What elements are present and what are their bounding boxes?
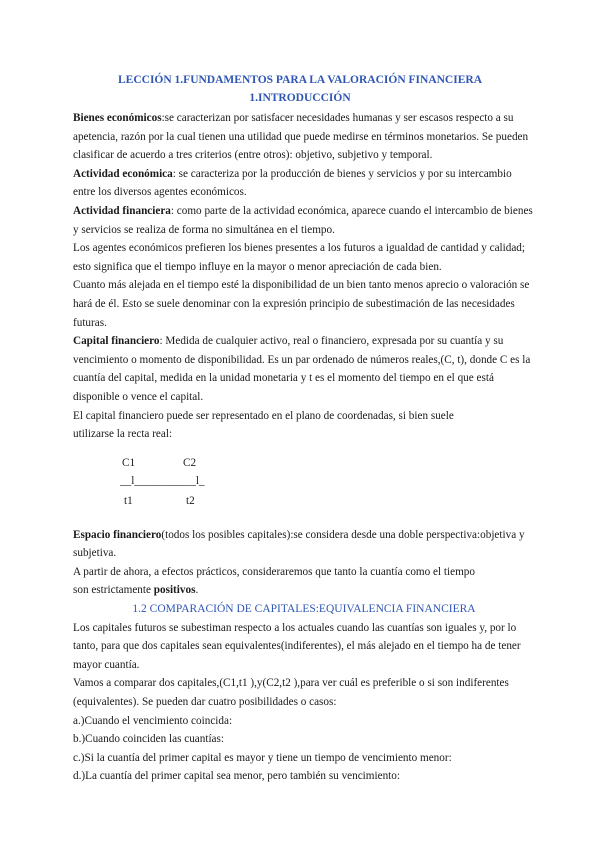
capital-timeline-diagram (73, 444, 535, 526)
term-espacio-financiero: Espacio financiero (73, 528, 162, 541)
paragraph-plano-2: utilizarse la recta real: (73, 428, 173, 441)
case-b: b.)Cuando coinciden las cuantías: (73, 733, 224, 746)
text-capital-financiero: : Medida de cualquier activo, real o financiero, expresada por su cuantía y su vencimiento o momento de disponibilidad. Es un par ordenado de números reales,(C, t), donde C es la cuantía del capital, medida en la unidad monetaria y t es el momento del tiempo en el que está disponible o vence el capital. (73, 335, 531, 403)
paragraph-plano-1: El capital financiero puede ser representado en el plano de coordenadas, si bien suele (73, 409, 454, 422)
paragraph-vamos: Vamos a comparar dos capitales,(C1,t1 ),y(C2,t2 ),para ver cuál es preferible o si son indiferentes (equivalentes). Se pueden dar cuatro posibilidades o casos: (73, 677, 509, 709)
case-a: a.)Cuando el vencimiento coincida: (73, 714, 233, 727)
text-actividad-financiera: : como parte de la actividad económica, aparece cuando el intercambio de bienes y servicios se realiza de forma no simultánea en el tiempo. (73, 204, 533, 236)
text-partir-end: . (195, 584, 199, 597)
paragraph-partir-2 (73, 581, 535, 600)
label-t2: t2 (186, 494, 195, 507)
term-actividad-economica: Actividad económica (73, 167, 173, 180)
section-title-comparacion: 1.2 COMPARACIÓN DE CAPITALES:EQUIVALENCIA FINANCIERA (132, 603, 476, 616)
section-title-intro: 1.INTRODUCCIÓN (249, 92, 351, 104)
paragraph-cuanto: Cuanto más alejada en el tiempo esté la disponibilidad de un bien tanto menos aprecio o valoración se hará de él. Esto se suele denominar con la expresión principio de subestimación de las necesidades futuras. (73, 279, 530, 329)
paragraph-capital-financiero (73, 332, 535, 406)
text-actividad-economica: : se caracteriza por la producción de bienes y servicios y por su intercambio entre los diversos agentes económicos. (73, 167, 512, 199)
paragraph-bienes (73, 109, 535, 165)
label-c2: C2 (183, 456, 197, 469)
timeline-line: __l___________l_ (120, 474, 205, 487)
term-capital-financiero: Capital financiero (73, 335, 160, 348)
text-partir-2: son estrictamente (73, 584, 154, 597)
lesson-title: LECCIÓN 1.FUNDAMENTOS PARA LA VALORACIÓN FINANCIERA (118, 74, 482, 86)
term-positivos: positivos (153, 584, 196, 597)
label-t1: t1 (124, 494, 133, 507)
term-actividad-financiera: Actividad financiera (73, 204, 171, 217)
case-c: c.)Si la cuantía del primer capital es mayor y tiene un tiempo de vencimiento menor: (73, 751, 452, 764)
paragraph-espacio-financiero (73, 526, 535, 563)
case-d: d.)La cuantía del primer capital sea menor, pero también su vencimiento: (73, 770, 400, 783)
label-c1: C1 (122, 456, 136, 469)
paragraph-actividad-economica (73, 165, 535, 202)
body-text (73, 109, 535, 786)
paragraph-actividad-financiera (73, 202, 535, 239)
text-bienes: :se caracterizan por satisfacer necesidades humanas y ser escasos respecto a su apetencia, razón por la cual tienen una utilidad que puede medirse en términos monetarios. Se pueden clasificar de acuerdo a tres criterios (entre otros): objetivo, subjetivo y temporal. (73, 112, 529, 162)
paragraph-partir-1: A partir de ahora, a efectos prácticos, consideraremos que tanto la cuantía como el tiempo (73, 565, 475, 578)
term-bienes: Bienes económicos (73, 112, 162, 124)
text-espacio-financiero: (todos los posibles capitales):se considera desde una doble perspectiva:objetiva y subjetiva. (73, 528, 525, 560)
paragraph-futuros: Los capitales futuros se subestiman respecto a los actuales cuando las cuantías son iguales y, por lo tanto, para que dos capitales sean equivalentes(indiferentes), el más alejado en el tiempo ha de tener mayor cuantía. (73, 621, 521, 671)
paragraph-agentes: Los agentes económicos prefieren los bienes presentes a los futuros a igualdad de cantidad y calidad; esto significa que el tiempo influye en la mayor o menor apreciación de cada bien. (73, 242, 526, 273)
